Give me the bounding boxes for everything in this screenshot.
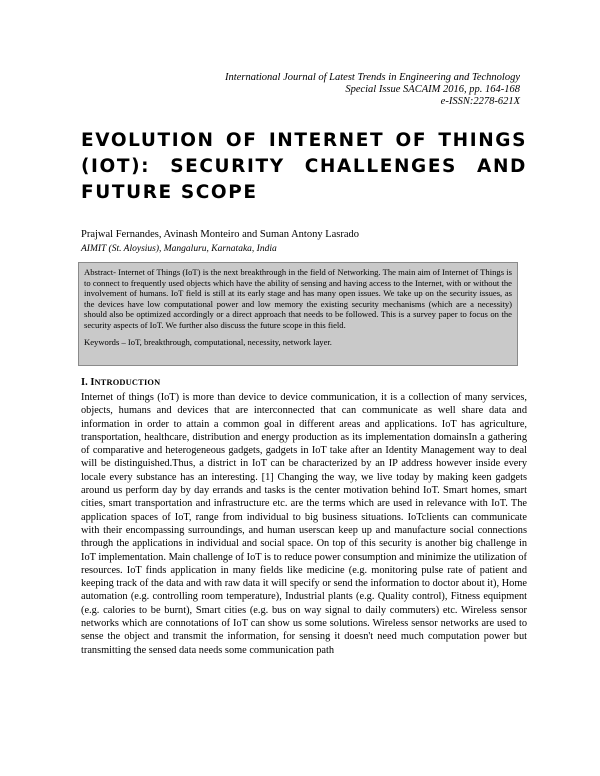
paper-title: EVOLUTION OF INTERNET OF THINGS (IOT): SECURITY CHALLENGES AND FUTURE SCOPE [81,130,527,203]
section-heading [81,377,160,388]
journal-name: International Journal of Latest Trends in Engineering and Technology [225,72,520,83]
section-heading-title: NTRODUCTION [94,378,161,387]
paper-authors: Prajwal Fernandes, Avinash Monteiro and Suman Antony Lasrado [81,229,360,240]
keywords: Keywords – IoT, breakthrough, computational, necessity, network layer. [84,336,332,347]
journal-issn: e-ISSN:2278-621X [440,96,520,107]
section-heading-number: I. I [81,377,95,388]
journal-issue: Special Issue SACAIM 2016, pp. 164-168 [345,84,520,95]
section-body-text: Internet of things (IoT) is more than device to device communication, it is a collection of many services, objects, humans and devices that are interconnected that can communicate as well share data and information in order to attain a common goal in different areas and applications. IoT has agriculture, transportation, healthcare, distribution and energy production as its implementation domainsIn a gathering of comparative and heterogeneous gadgets, gadgets in IoT take after an Identity Management way to deal will be distinguished.Thus, a district in IoT can be characterized by an IP address however inside every locale every substance has an interesting. [1] Changing the way, we live today by making keen gadgets around us perform day by day errands and tasks is the center motivation behind IoT. Smart homes, smart cities, smart transportation and infrastructure etc. are the terms which are used in relevance with IoT. The application spaces of IoT, range from individual to big business situations. IoTclients can communicate with their encompassing surroundings, and human userscan keep up and manufacture social connections through the applications in individual and social space. On top of this security is another big challenge in IoT implementation. Main challenge of IoT is to reduce power consumption and minimize the utilization of resources. IoT finds application in many fields like medicine (e.g. monitoring pulse rate of patient and keeping track of the data and with raw data it will specify or send the information to doctor about it), Home automation (e.g. controlling room temperature), Industrial plants (e.g. Quality control), Fitness equipment (e.g. calories to be burnt), Smart cities (e.g. bus on way signal to daily commuters) etc. Wireless sensor networks which are connotations of IoT can show us some solutions. Wireless sensor networks are used to sense the object and transmit the information, for sensing it doesn't need much computation power but transmitting the sensed data needs some communication path [81,392,527,656]
paper-affiliation: AIMIT (St. Aloysius), Mangaluru, Karnataka, India [81,244,277,254]
journal-header [100,72,520,108]
abstract-box [78,262,518,366]
abstract-text: Abstract- Internet of Things (IoT) is the next breakthrough in the field of Networking. The main aim of Internet of Things is to connect to frequently used objects which have the ability of sensing and having access to the Internet, with or without the involvement of humans. IoT field is still at its early stage and has many open issues. We take up on the security issues, as the devices have low computational power and low memory the existing security mechanisms (which are a necessity) should also be optimized accordingly or a direct approach that needs to be followed. This is a survey paper to focus on the security aspects of IoT. We further also discuss the future scope in this field. [84,267,512,330]
